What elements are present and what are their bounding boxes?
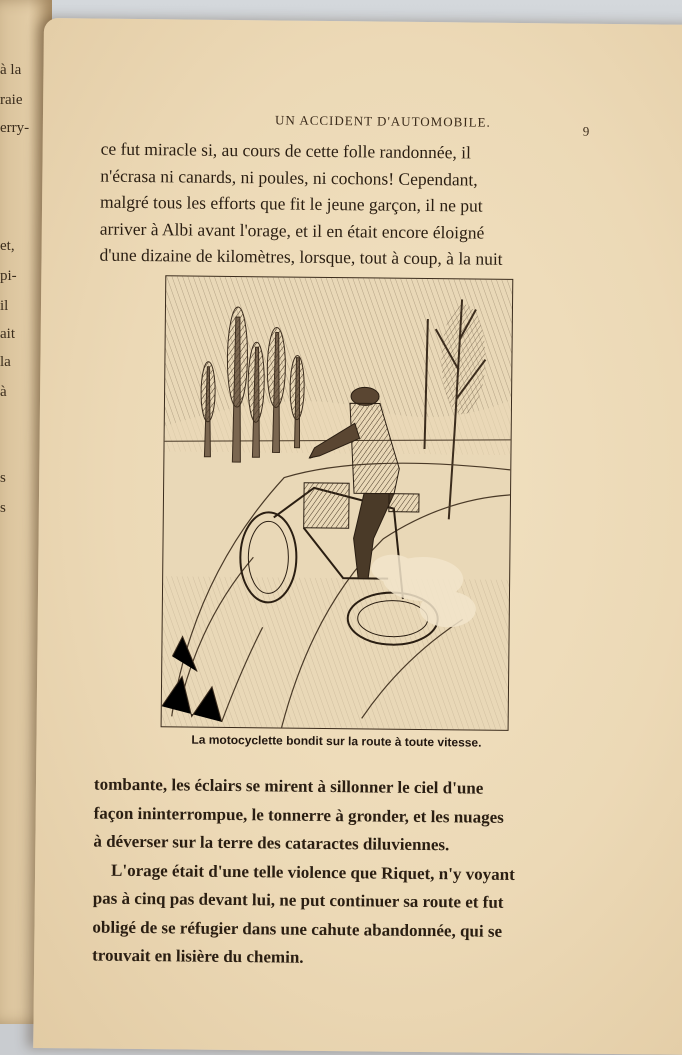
illustration-motorcyclist <box>161 275 514 731</box>
paragraph-top <box>99 136 592 274</box>
text-line: arriver à Albi avant l'orage, et il en était encore éloigné <box>99 218 485 243</box>
text-line: malgré tous les efforts que fit le jeune garçon, il ne put <box>99 191 483 216</box>
left-page-fragment: s <box>0 470 6 486</box>
text-line: d'une dizaine de kilomètres, lorsque, tout à coup, à la nuit <box>99 244 503 269</box>
left-page-fragment: s <box>0 500 6 516</box>
text-line: n'écrasa ni canards, ni poules, ni cochons! Cependant, <box>100 165 478 190</box>
text-line: L'orage était d'une telle violence que Riquet, n'y voyant <box>110 860 515 884</box>
paragraph-bottom <box>92 771 586 976</box>
left-page-fragment: et, <box>0 238 15 254</box>
text-line: ce fut miracle si, au cours de cette folle randonnée, il <box>100 138 471 163</box>
left-page-fragment: erry- <box>0 120 30 136</box>
left-page-fragment: pi- <box>0 268 17 284</box>
left-page-fragment: à la <box>0 62 22 78</box>
left-page-fragment: raie <box>0 92 23 108</box>
illustration-caption: La motocyclette bondit sur la route à toute vitesse. <box>191 732 482 750</box>
text-line: façon ininterrompue, le tonnerre à gronder, et les nuages <box>93 803 504 827</box>
left-page-fragment: la <box>0 354 11 370</box>
engraving-image <box>162 276 513 730</box>
text-line: pas à cinq pas devant lui, ne put continuer sa route et fut <box>92 888 504 912</box>
text-line: trouvait en lisière du chemin. <box>92 945 304 967</box>
text-line: obligé de se réfugier dans une cahute abandonnée, qui se <box>92 917 503 941</box>
left-page-fragment: à <box>0 384 7 400</box>
left-page-fragment: ait <box>0 326 15 342</box>
page-number: 9 <box>582 123 590 139</box>
text-line: tombante, les éclairs se mirent à sillonner le ciel d'une <box>93 774 484 798</box>
book-page <box>33 18 682 1055</box>
left-page-fragment: il <box>0 298 9 314</box>
running-head: UN ACCIDENT D'AUTOMOBILE. <box>274 112 491 130</box>
text-line: à déverser sur la terre des cataractes diluviennes. <box>93 831 450 855</box>
